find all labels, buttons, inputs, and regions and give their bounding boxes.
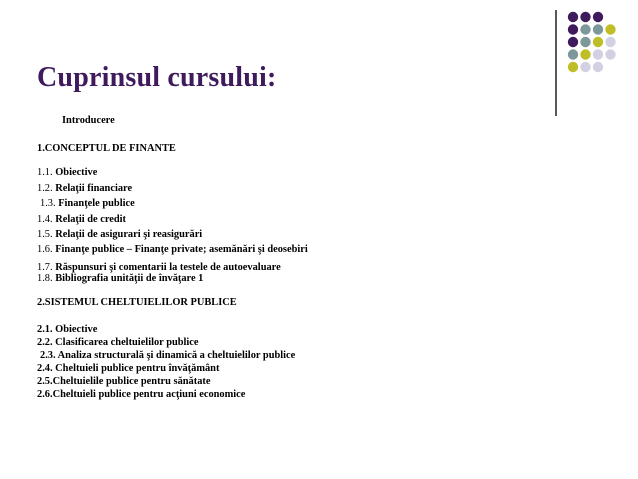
toc-item-number: 1.1.	[37, 167, 53, 178]
toc-item-text: Relaţii de credit	[55, 214, 126, 225]
toc-item-number: 1.7.	[37, 262, 53, 273]
decorative-dot	[580, 12, 590, 22]
toc-item-1-6	[37, 244, 308, 255]
toc-item-text: Finanţele publice	[58, 198, 135, 209]
toc-item-number: 1.3.	[40, 198, 56, 209]
slide-title: Cuprinsul cursului:	[37, 62, 277, 93]
toc-item-text: Relaţii de asigurari şi reasigurări	[55, 229, 203, 240]
decorative-dot	[568, 12, 578, 22]
chapter-1-heading: 1.CONCEPTUL DE FINANTE	[37, 143, 176, 154]
toc-item-text: Obiective	[55, 167, 98, 178]
toc-item-1-5	[37, 229, 202, 240]
toc-item-2-6: 2.6.Cheltuieli publice pentru acţiuni economice	[37, 389, 246, 400]
decorative-dot	[593, 37, 603, 47]
toc-item-1-3	[40, 198, 135, 209]
decorative-dot	[580, 24, 590, 34]
toc-item-number: 1.2.	[37, 183, 53, 194]
toc-item-2-2: 2.2. Clasificarea cheltuielilor publice	[37, 337, 199, 348]
decorative-dot	[605, 49, 615, 59]
decorative-dot	[568, 37, 578, 47]
toc-item-1-8	[37, 273, 203, 284]
toc-item-1-2	[37, 183, 132, 194]
toc-item-number: 1.5.	[37, 229, 53, 240]
decorative-dot	[568, 24, 578, 34]
toc-item-number: 1.8.	[37, 273, 53, 284]
decorative-dot	[605, 37, 615, 47]
vertical-divider	[555, 10, 557, 116]
toc-item-text: Relaţii financiare	[55, 183, 133, 194]
chapter-2-heading: 2.SISTEMUL CHELTUIELILOR PUBLICE	[37, 297, 237, 308]
decorative-dot	[568, 62, 578, 72]
decorative-dot	[580, 49, 590, 59]
toc-item-number: 1.4.	[37, 214, 53, 225]
toc-item-2-1: 2.1. Obiective	[37, 324, 98, 335]
toc-item-2-3: 2.3. Analiza structurală şi dinamică a cheltuielilor publice	[40, 350, 296, 361]
decorative-dot	[593, 24, 603, 34]
toc-item-1-4	[37, 214, 126, 225]
decorative-dot	[593, 12, 603, 22]
toc-item-text: Răspunsuri şi comentarii la testele de autoevaluare	[55, 262, 281, 273]
toc-item-1-1	[37, 167, 97, 178]
decorative-dot	[593, 49, 603, 59]
toc-item-text: Finanţe publice – Finanţe private; asemănări şi deosebiri	[55, 244, 308, 255]
decorative-dot	[605, 24, 615, 34]
decorative-dot-grid	[0, 0, 638, 120]
decorative-dot	[568, 49, 578, 59]
dot-grid-graphic	[0, 0, 638, 120]
decorative-dot	[580, 37, 590, 47]
toc-item-2-5: 2.5.Cheltuielile publice pentru sănătate	[37, 376, 211, 387]
toc-item-number: 1.6.	[37, 244, 53, 255]
decorative-dot	[580, 62, 590, 72]
toc-item-text: Bibliografia unităţii de învăţare 1	[55, 273, 204, 284]
toc-item-2-4: 2.4. Cheltuieli publice pentru învăţământ	[37, 363, 220, 374]
decorative-dot	[593, 62, 603, 72]
toc-item-1-7	[37, 262, 281, 273]
toc-intro: Introducere	[62, 115, 115, 126]
